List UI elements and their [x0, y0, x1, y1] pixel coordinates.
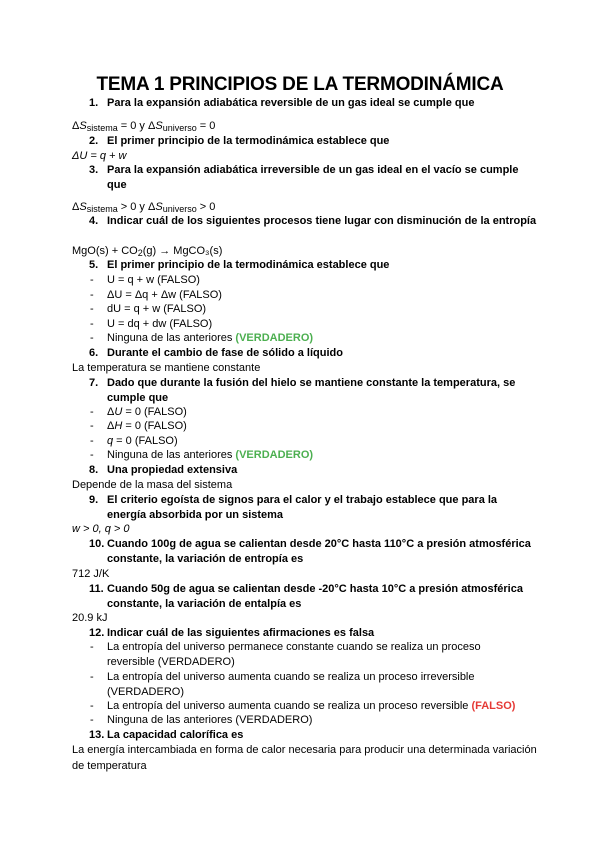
- bullet-dash: -: [90, 714, 94, 726]
- list-item-text: [107, 405, 527, 420]
- question-text: El criterio egoísta de signos para el calor y el trabajo establece que para la energía absorbida por un sistema: [107, 494, 498, 521]
- list-item-text: U = q + w (FALSO): [107, 274, 200, 286]
- answer-4: [72, 244, 542, 259]
- delta-symbol: Δ: [107, 406, 115, 418]
- answer-2: ΔU = q + w: [72, 150, 127, 162]
- question-2: [89, 134, 537, 149]
- question-text: El primer principio de la termodinámica establece que: [107, 135, 390, 147]
- entropy-symbol: S: [155, 201, 163, 213]
- question-text: Indicar cuál de los siguientes procesos tiene lugar con disminución de la entropía: [107, 215, 537, 227]
- answer-3: [72, 200, 542, 215]
- question-9: [89, 493, 537, 523]
- question-number: 6.: [89, 347, 99, 359]
- answer-13: La energía intercambiada en forma de calor necesaria para producir una determinada variación de temperatura: [72, 744, 537, 772]
- bullet-dash: -: [90, 406, 94, 418]
- question-number: 13.: [89, 729, 105, 741]
- question-number: 9.: [89, 494, 99, 506]
- answer-10: 712 J/K: [72, 568, 110, 580]
- answer-1: [72, 119, 542, 134]
- variable: H: [114, 420, 123, 432]
- list-item-label: = 0 (FALSO): [122, 420, 187, 432]
- bullet-dash: -: [90, 420, 94, 432]
- question-number: 7.: [89, 377, 99, 389]
- delta-symbol: Δ: [72, 120, 80, 132]
- question-number: 11.: [89, 583, 104, 595]
- bullet-dash: -: [90, 289, 94, 301]
- bullet-dash: -: [90, 274, 94, 286]
- list-item-text: La entropía del universo permanece constante cuando se realiza un proceso reversible (VERDADERO): [107, 641, 481, 668]
- list-item-text: [107, 331, 527, 346]
- reaction-reactants: MgO(s) + CO: [72, 245, 138, 257]
- list-item-text: [107, 448, 527, 463]
- question-4: [89, 214, 537, 229]
- answer-11: 20.9 kJ: [72, 612, 108, 624]
- list-item-text: dU = q + w (FALSO): [107, 303, 207, 315]
- list-item-text: U = dq + dw (FALSO): [107, 318, 213, 330]
- page-title: TEMA 1 PRINCIPIOS DE LA TERMODINÁMICA: [96, 74, 504, 95]
- true-mark: (VERDADERO): [235, 332, 314, 344]
- question-text: La capacidad calorífica es: [107, 729, 244, 741]
- bullet-dash: -: [90, 435, 94, 447]
- question-7: [89, 376, 537, 406]
- list-item-text: [107, 434, 527, 449]
- subscript-sistema: sistema: [86, 123, 118, 133]
- answer-value: > 0: [196, 201, 216, 213]
- answer-8: Depende de la masa del sistema: [72, 479, 233, 491]
- entropy-symbol: S: [79, 201, 87, 213]
- list-item-text: Ninguna de las anteriores (VERDADERO): [107, 714, 313, 726]
- question-number: 2.: [89, 135, 99, 147]
- question-3: [89, 163, 537, 193]
- bullet-dash: -: [90, 700, 94, 712]
- question-text: Una propiedad extensiva: [107, 464, 238, 476]
- question-1: [89, 96, 537, 111]
- question-text: Cuando 50g de agua se calientan desde -20°C hasta 10°C a presión atmosférica constante, la variación de entalpía es: [107, 583, 523, 610]
- list-item-label: = 0 (FALSO): [113, 435, 178, 447]
- entropy-symbol: S: [155, 120, 163, 132]
- question-text: Durante el cambio de fase de sólido a líquido: [107, 347, 343, 359]
- question-number: 10.: [89, 538, 105, 550]
- question-8: [89, 463, 537, 478]
- list-item-text: ΔU = Δq + Δw (FALSO): [107, 289, 222, 301]
- question-number: 12.: [89, 627, 105, 639]
- subscript-universo: universo: [162, 204, 197, 214]
- question-text: El primer principio de la termodinámica establece que: [107, 259, 390, 271]
- question-number: 5.: [89, 259, 99, 271]
- bullet-dash: -: [90, 641, 94, 653]
- list-item-label: = 0 (FALSO): [122, 406, 187, 418]
- question-number: 8.: [89, 464, 99, 476]
- variable: U: [114, 406, 123, 418]
- question-11: [89, 582, 537, 612]
- list-item-label: Ninguna de las anteriores: [107, 332, 236, 344]
- bullet-dash: -: [90, 671, 94, 683]
- question-text: Indicar cuál de las siguientes afirmaciones es falsa: [107, 627, 375, 639]
- question-13: [89, 728, 537, 743]
- answer-9: w > 0, q > 0: [72, 523, 130, 535]
- entropy-symbol: S: [79, 120, 87, 132]
- question-number: 3.: [89, 164, 99, 176]
- list-item-label: La entropía del universo aumenta cuando se realiza un proceso reversible: [107, 700, 472, 712]
- answer-value: = 0: [196, 120, 216, 132]
- bullet-dash: -: [90, 318, 94, 330]
- answer-connector: = 0 y Δ: [117, 120, 156, 132]
- question-text: Para la expansión adiabática reversible de un gas ideal se cumple que: [107, 97, 475, 109]
- bullet-dash: -: [90, 303, 94, 315]
- reaction-products: (g) → MgCO₃(s): [142, 245, 223, 257]
- delta-symbol: Δ: [72, 201, 80, 213]
- bullet-dash: -: [90, 449, 94, 461]
- subscript-2: 2: [137, 248, 143, 258]
- answer-connector: > 0 y Δ: [117, 201, 156, 213]
- question-6: [89, 346, 537, 361]
- false-mark: (FALSO): [471, 700, 516, 712]
- question-text: Para la expansión adiabática irreversible de un gas ideal en el vacío se cumple que: [107, 164, 519, 191]
- subscript-universo: universo: [162, 123, 197, 133]
- subscript-sistema: sistema: [86, 204, 118, 214]
- question-text: Dado que durante la fusión del hielo se mantiene constante la temperatura, se cumple que: [107, 377, 516, 404]
- list-item-text: [107, 419, 527, 434]
- list-item-text: La entropía del universo aumenta cuando se realiza un proceso irreversible (VERDADERO): [107, 671, 475, 698]
- variable: q: [107, 435, 114, 447]
- answer-6: La temperatura se mantiene constante: [72, 362, 261, 374]
- question-10: [89, 537, 537, 567]
- bullet-dash: -: [90, 332, 94, 344]
- question-number: 4.: [89, 215, 99, 227]
- list-item-text: [107, 699, 527, 714]
- question-5: [89, 258, 537, 273]
- list-item-label: Ninguna de las anteriores: [107, 449, 236, 461]
- question-text: Cuando 100g de agua se calientan desde 20°C hasta 110°C a presión atmosférica constante, la variación de entropía es: [107, 538, 531, 565]
- true-mark: (VERDADERO): [235, 449, 314, 461]
- question-12: [89, 626, 537, 641]
- delta-symbol: Δ: [107, 420, 115, 432]
- question-number: 1.: [89, 97, 99, 109]
